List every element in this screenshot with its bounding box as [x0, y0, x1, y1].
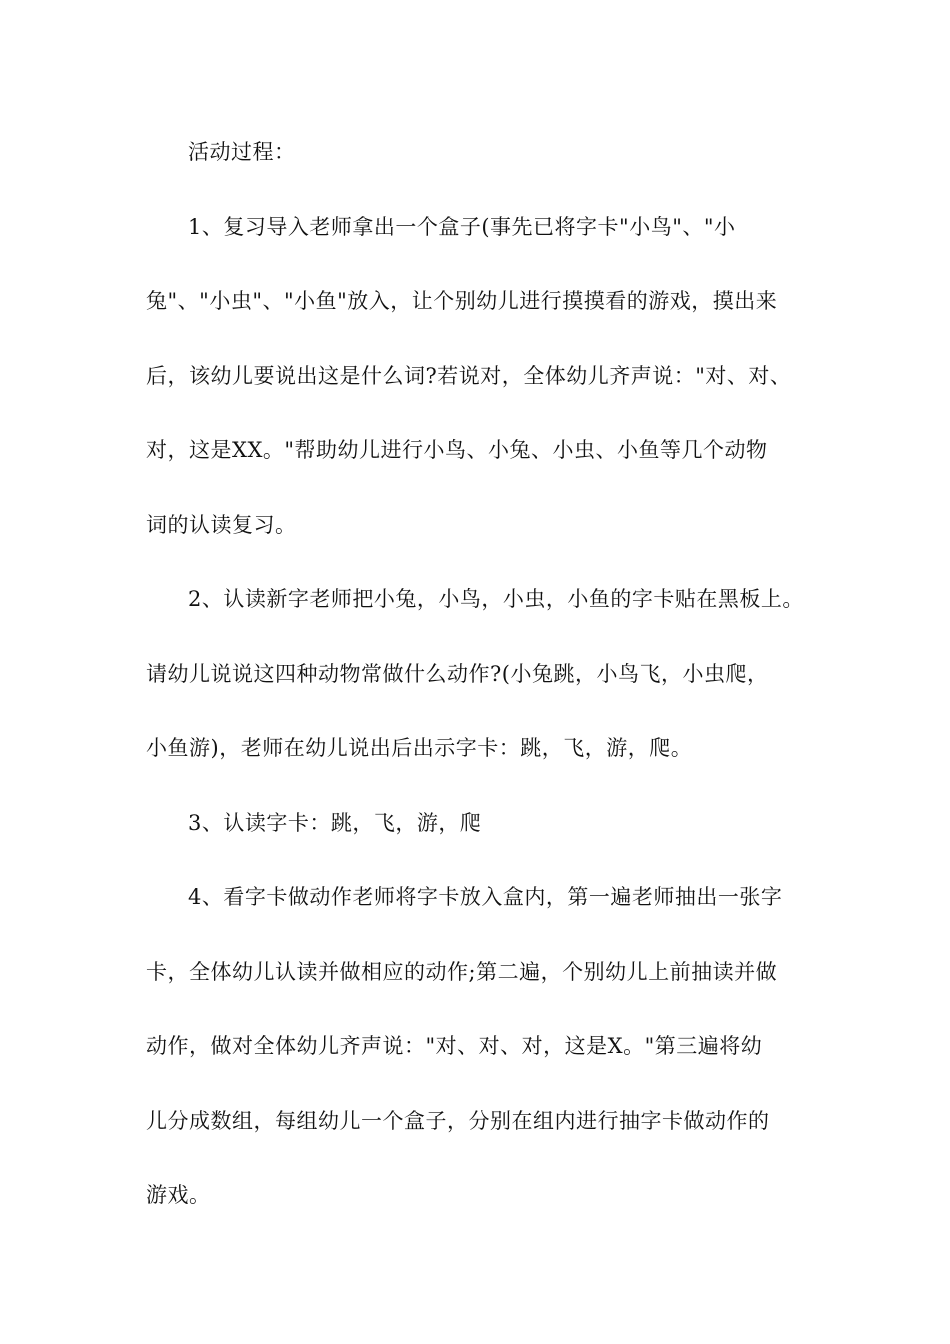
paragraph-line: 4、看字卡做动作老师将字卡放入盒内，第一遍老师抽出一张字 [188, 885, 783, 909]
paragraph-line: 兔"、"小虫"、"小鱼"放入，让个别幼儿进行摸摸看的游戏，摸出来 [146, 289, 778, 313]
paragraph-line: 对，这是XX。"帮助幼儿进行小鸟、小兔、小虫、小鱼等几个动物 [146, 438, 768, 462]
paragraph-line: 小鱼游)，老师在幼儿说出后出示字卡：跳，飞，游，爬。 [146, 736, 693, 760]
paragraph-line: 请幼儿说说这四种动物常做什么动作?(小兔跳，小鸟飞，小虫爬， [146, 662, 769, 686]
paragraph-line: 儿分成数组，每组幼儿一个盒子，分别在组内进行抽字卡做动作的 [146, 1109, 770, 1133]
paragraph-line: 3、认读字卡：跳，飞，游，爬 [188, 811, 482, 835]
section-heading: 活动过程： [188, 140, 296, 164]
paragraph-line: 动作，做对全体幼儿齐声说："对、对、对，这是X。"第三遍将幼 [146, 1034, 763, 1058]
paragraph-line: 词的认读复习。 [146, 513, 297, 537]
paragraph-line: 卡，全体幼儿认读并做相应的动作;第二遍，个别幼儿上前抽读并做 [146, 960, 778, 984]
paragraph-line: 2、认读新字老师把小兔，小鸟，小虫，小鱼的字卡贴在黑板上。 [188, 587, 804, 611]
paragraph-line: 后，该幼儿要说出这是什么词?若说对，全体幼儿齐声说："对、对、 [146, 364, 792, 388]
paragraph-line: 1、复习导入老师拿出一个盒子(事先已将字卡"小鸟"、"小 [188, 215, 736, 239]
paragraph-line: 游戏。 [146, 1183, 211, 1207]
